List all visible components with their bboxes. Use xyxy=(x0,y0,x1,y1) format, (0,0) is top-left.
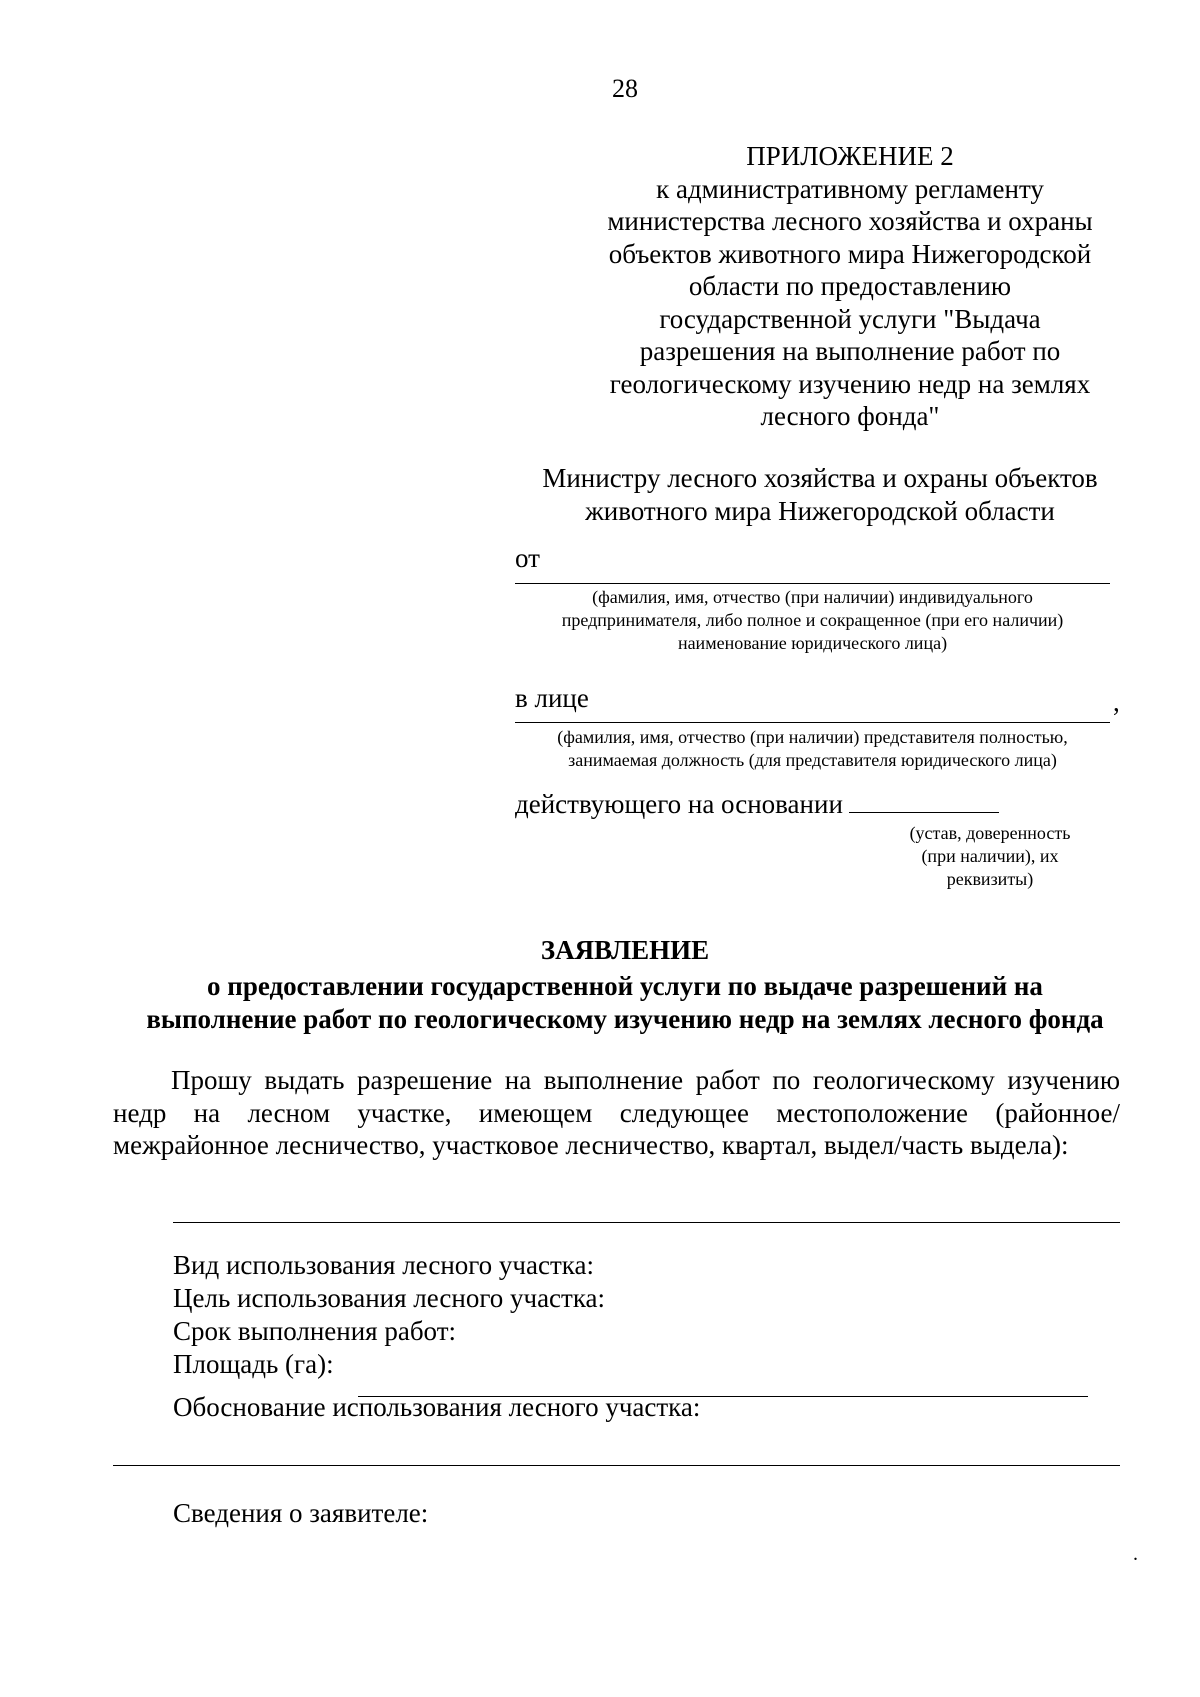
annex-line: лесного фонда" xyxy=(760,401,940,431)
applicant-name-caption: (фамилия, имя, отчество (при наличии) индивидуального предпринимателя, либо полное и сокращенное (при его наличии) наименование юридического лица) xyxy=(561,587,1064,653)
area-label: Площадь (га): xyxy=(173,1349,334,1379)
basis-input-line[interactable] xyxy=(849,792,999,813)
addressee-block xyxy=(520,462,1120,528)
annex-line: объектов животного мира Нижегородской xyxy=(608,238,1092,269)
annex-line: министерства лесного хозяйства и охраны xyxy=(607,206,1093,236)
addressee-line: Министру лесного хозяйства и охраны объектов xyxy=(542,463,1098,493)
from-label: от xyxy=(515,543,540,573)
work-period-label: Срок выполнения работ: xyxy=(173,1316,456,1346)
annex-line: разрешения на выполнение работ по xyxy=(639,336,1061,366)
trailing-mark: . xyxy=(1133,1543,1138,1565)
representative-caption: (фамилия, имя, отчество (при наличии) представителя полностью, занимаемая должность (для представителя юридического лица) xyxy=(557,727,1068,770)
justification-label: Обоснование использования лесного участка: xyxy=(173,1392,701,1422)
applicant-info-label: Сведения о заявителе: xyxy=(173,1498,429,1528)
annex-line: к административному регламенту xyxy=(656,173,1044,204)
annex-line: области по предоставлению xyxy=(688,271,1012,301)
basis-label: действующего на основании xyxy=(515,789,843,819)
page-number: 28 xyxy=(612,74,638,103)
justification-input-line[interactable] xyxy=(113,1465,1120,1466)
representative-input-line[interactable] xyxy=(515,722,1110,723)
location-input-line[interactable] xyxy=(173,1222,1120,1223)
behalf-comma: , xyxy=(1113,687,1120,717)
usage-type-label: Вид использования лесного участка: xyxy=(173,1250,594,1280)
annex-line: геологическому изучению недр на землях xyxy=(609,368,1091,399)
addressee-line: животного мира Нижегородской области xyxy=(585,496,1055,526)
request-paragraph: Прошу выдать разрешение на выполнение работ по геологическому изучению недр на лесном участке, имеющем следующее местоположение (районное/межрайонное лесничество, участковое лесничество, квартал, выдел/часть выдела): xyxy=(113,1065,1120,1160)
basis-line xyxy=(515,789,999,820)
applicant-name-input-line[interactable] xyxy=(515,583,1110,584)
basis-caption: (устав, доверенность (при наличии), их реквизиты) xyxy=(909,823,1071,889)
annex-title: ПРИЛОЖЕНИЕ 2 xyxy=(746,141,954,171)
statement-title: ЗАЯВЛЕНИЕ xyxy=(540,935,710,965)
usage-purpose-label: Цель использования лесного участка: xyxy=(173,1283,606,1313)
behalf-label: в лице xyxy=(515,683,589,713)
statement-subtitle: о предоставлении государственной услуги по выдаче разрешений на выполнение работ по геологическому изучению недр на землях лесного фонда xyxy=(146,971,1104,1034)
annex-block xyxy=(600,140,1100,433)
annex-line: государственной услуги "Выдача xyxy=(659,303,1041,334)
